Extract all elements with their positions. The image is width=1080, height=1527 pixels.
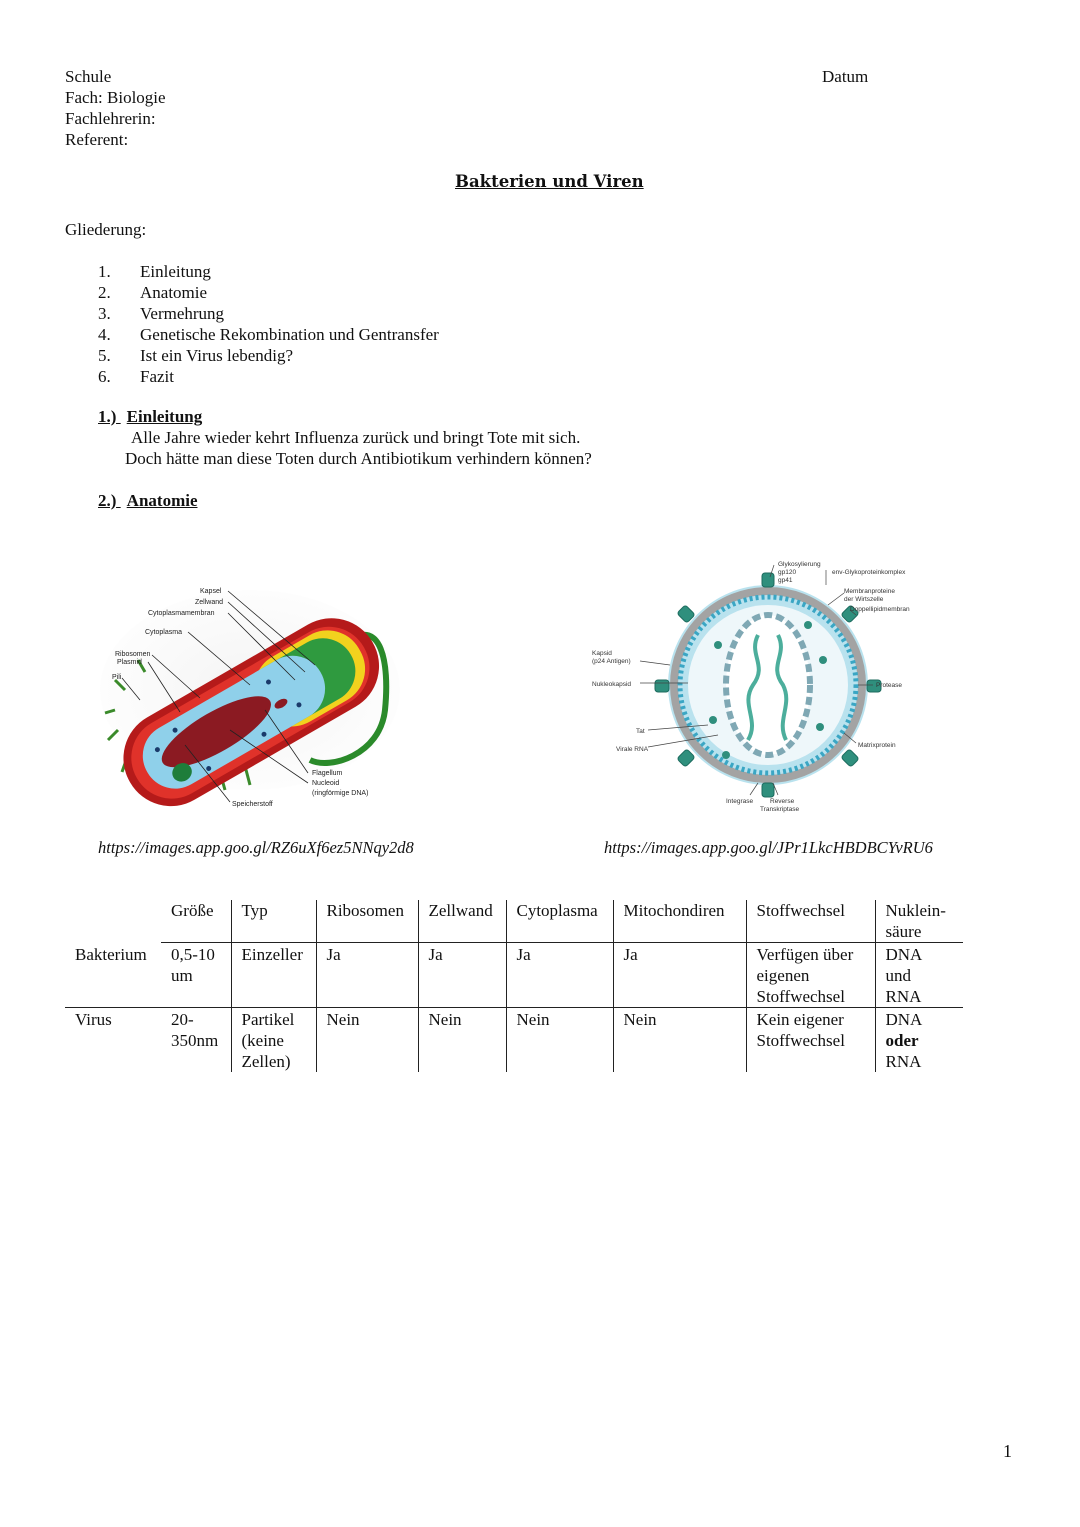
label-kapsid-sub: (p24 Antigen): [592, 658, 631, 665]
outline-item: 4. Genetische Rekombination und Gentransfer: [98, 325, 439, 344]
section1-heading: [98, 406, 202, 427]
label-glykosylierung: Glykosylierung: [778, 561, 821, 568]
table-cell: Ja: [613, 943, 746, 1008]
page-title: Bakterien und Viren: [455, 172, 644, 191]
label-transkriptase: Transkriptase: [760, 806, 800, 813]
label-plasmid: Plasmid: [117, 659, 142, 666]
table-header-cell: [65, 900, 161, 943]
label-tat: Tat: [636, 728, 645, 735]
section2-heading: [98, 490, 198, 511]
label-wirtszelle: der Wirtszelle: [844, 596, 884, 603]
outline-heading: Gliederung:: [65, 220, 147, 239]
section1-title: Einleitung: [126, 407, 203, 426]
table-body: [65, 900, 963, 1072]
section2-num: 2.): [98, 491, 117, 510]
label-env: env-Glykoproteinkomplex: [832, 569, 906, 576]
label-matrixprotein: Matrixprotein: [858, 742, 896, 749]
table-cell: Verfügen über eigenen Stoffwechsel: [746, 943, 875, 1008]
bacteria-source: https://images.app.goo.gl/RZ6uXf6ez5NNqy2d8: [98, 838, 414, 857]
label-ribosomen: Ribosomen: [115, 651, 151, 658]
table-cell: 20- 350nm: [161, 1008, 231, 1073]
outline-item: 3. Vermehrung: [98, 304, 225, 323]
table-cell: Ja: [316, 943, 418, 1008]
label-gp41: gp41: [778, 577, 793, 584]
header-subject: Fach: Biologie: [65, 88, 166, 107]
label-integrase: Integrase: [726, 798, 754, 805]
table-cell: Kein eigener Stoffwechsel: [746, 1008, 875, 1073]
header-teacher: Fachlehrerin:: [65, 109, 156, 128]
section2-title: Anatomie: [126, 491, 198, 510]
table-cell: Einzeller: [231, 943, 316, 1008]
label-nukleokapsid: Nukleokapsid: [592, 681, 632, 688]
table-cell: 0,5-10 um: [161, 943, 231, 1008]
table-header-row: [65, 900, 963, 943]
label-virale-rna: Virale RNA: [616, 746, 649, 753]
section1-num: 1.): [98, 407, 117, 426]
table-header-cell: Ribosomen: [316, 900, 418, 943]
outline-item: 6. Fazit: [98, 367, 174, 386]
header-date: Datum: [822, 67, 869, 86]
outline-item: 1. Einleitung: [98, 262, 211, 281]
label-reverse: Reverse: [770, 798, 795, 805]
bacteria-diagram: [100, 580, 410, 815]
label-pili: Pili: [112, 674, 122, 681]
table-row: [65, 1008, 963, 1073]
section1-line1: Alle Jahre wieder kehrt Influenza zurück und bringt Tote mit sich.: [131, 428, 581, 447]
table-cell: Nein: [418, 1008, 506, 1073]
label-kapsel: Kapsel: [200, 588, 222, 595]
label-membranproteine: Membranproteine: [844, 588, 895, 595]
header-school: Schule: [65, 67, 112, 86]
virus-body: [668, 585, 868, 785]
label-cytoplasma: Cytoplasma: [145, 629, 182, 636]
virus-source: https://images.app.goo.gl/JPr1LkcHBDBCYvRU6: [604, 838, 933, 857]
label-doppellipid: Doppellipidmembran: [850, 606, 910, 613]
table-header-cell: Stoffwechsel: [746, 900, 875, 943]
label-cytoplasmamembran: Cytoplasmamembran: [148, 610, 215, 617]
table-header-cell: Größe: [161, 900, 231, 943]
table-cell: Ja: [418, 943, 506, 1008]
label-kapsid: Kapsid: [592, 650, 612, 657]
table-cell: Nein: [506, 1008, 613, 1073]
table-cell: Nein: [316, 1008, 418, 1073]
label-nucleoid-sub: (ringförmige DNA): [312, 790, 369, 797]
table-cell: DNA oder RNA: [885, 1010, 923, 1071]
section1-line2: Doch hätte man diese Toten durch Antibiotikum verhindern können?: [125, 449, 592, 468]
table-row: [65, 943, 963, 1008]
page-number: 1: [1003, 1441, 1012, 1461]
outline-item: 2. Anatomie: [98, 283, 208, 302]
label-protease: Protease: [876, 682, 903, 689]
label-gp120: gp120: [778, 569, 797, 576]
table-cell: Virus: [75, 1010, 112, 1029]
virus-diagram: [588, 555, 938, 820]
outline-list: [98, 261, 598, 387]
table-cell: Ja: [506, 943, 613, 1008]
table-cell: DNA und RNA: [875, 943, 963, 1008]
table-cell: Bakterium: [65, 943, 161, 1008]
table-header-cell: Mitochondiren: [613, 900, 746, 943]
label-flagellum: Flagellum: [312, 770, 343, 777]
table-header-cell: Cytoplasma: [506, 900, 613, 943]
table-header-cell: Zellwand: [418, 900, 506, 943]
header-presenter: Referent:: [65, 130, 129, 149]
header-left: [65, 66, 166, 150]
table-cell: Partikel (keine Zellen): [231, 1008, 316, 1073]
label-speicherstoff: Speicherstoff: [232, 801, 273, 808]
table-header-cell: Nuklein- säure: [875, 900, 963, 943]
label-zellwand: Zellwand: [195, 599, 224, 606]
outline-item: 5. Ist ein Virus lebendig?: [98, 346, 294, 365]
comparison-table: [65, 900, 963, 1072]
table-cell: Nein: [613, 1008, 746, 1073]
label-nucleoid: Nucleoid: [312, 780, 340, 787]
table-header-cell: Typ: [231, 900, 316, 943]
